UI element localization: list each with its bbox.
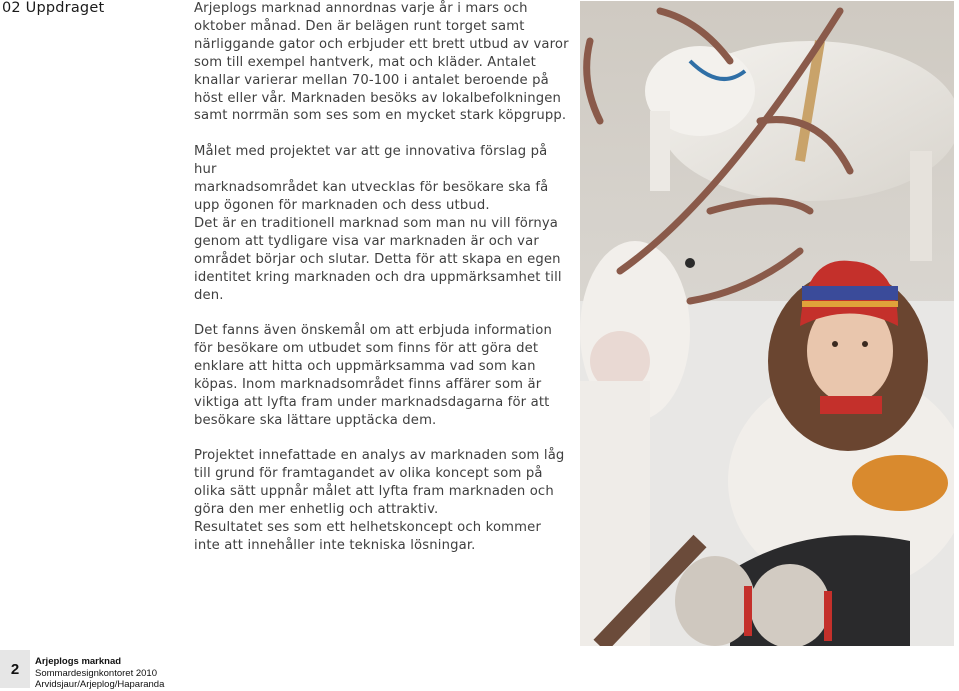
section-title: 02 Uppdraget [2, 0, 105, 16]
paragraph-goal: Målet med projektet var att ge innovativa förslag på hur marknadsområdet kan utvecklas för besökare ska få upp ögonen för marknaden och dess utbud. [194, 144, 549, 213]
footer-office: Sommardesignkontoret 2010 [35, 667, 157, 679]
paragraph-information: Det fanns även önskemål om att erbjuda information för besökare om utbudet som finns för att göra det enklare att hitta och uppmärksamma vad som kan köpas. Inom marknadsområdet finns affärer som är viktiga att lyfta fram under marknadsdagarna för att besökare ska lättare upptäcka dem. [194, 323, 552, 428]
reindeer-child-photo [580, 1, 954, 646]
footer-locations: Arvidsjaur/Arjeplog/Haparanda [35, 679, 165, 690]
page-number: 2 [0, 650, 30, 688]
footer-info [35, 656, 164, 691]
paragraph-intro: Arjeplogs marknad annordnas varje år i mars och oktober månad. Den är belägen runt torget samt närliggande gator och erbjuder ett brett utbud av varor som till exempel hantverk, mat och kläder. Antalet knallar varierar mellan 70-100 i antalet beroende på höst eller vår. Marknaden besöks av lokalbefolkningen samt norrmän som ses som en mycket stark köpgrupp. [194, 1, 569, 124]
footer-title: Arjeplogs marknad [35, 656, 122, 667]
paragraph-project: Projektet innefattade en analys av marknaden som låg till grund för framtagandet av olika koncept som på olika sätt uppnår målet att lyfta fram marknaden och göra den mer enhetlig och attraktiv. Resultatet ses som ett helhetskoncept och kommer inte att innehåller inte tekniska lösningar. [194, 448, 565, 553]
body-text [194, 0, 569, 553]
paragraph-tradition: Det är en traditionell marknad som man nu vill förnya genom att tydligare visa var marknaden är och var området börjar och slutar. Detta för att skapa en egen identitet kring marknaden och dra uppmärksamhet till den. [194, 216, 562, 303]
